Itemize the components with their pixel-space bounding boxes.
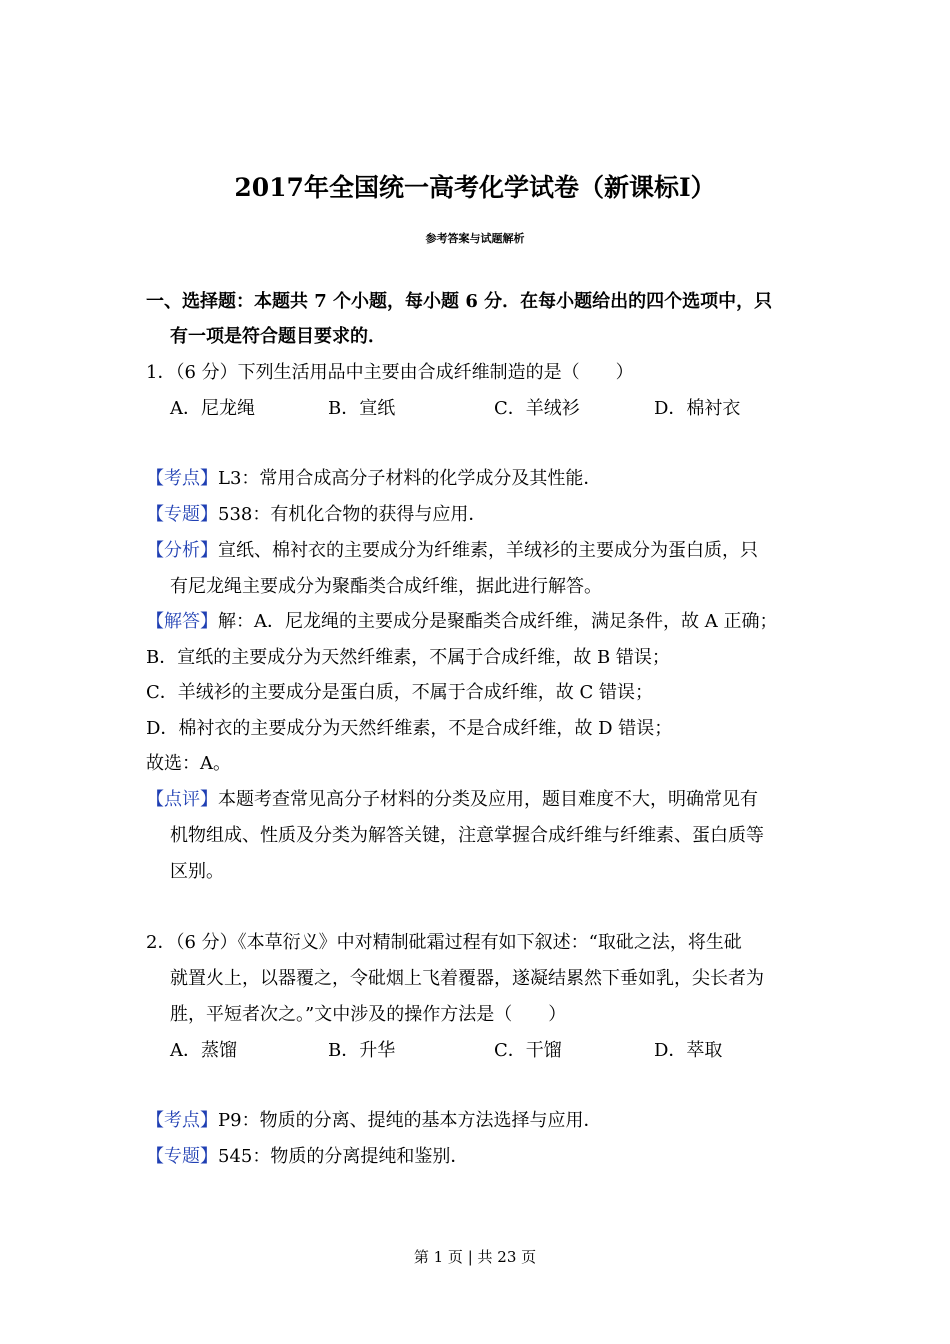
zhuanti-text: 545：物质的分离提纯和鉴别． (218, 1146, 469, 1167)
fenxi-tag: 【分析】 (146, 540, 218, 561)
jieda-text-1: 解：A．尼龙绳的主要成分是聚酯类合成纤维，满足条件，故 A 正确； (218, 611, 778, 632)
dianping-text-2: 机物组成、性质及分类为解答关键，注意掌握合成纤维与纤维素、蛋白质等 (170, 825, 764, 846)
dianping-text-3: 区别。 (170, 861, 224, 882)
q1-fenxi (146, 539, 758, 563)
jieda-text-5: 故选：A。 (146, 753, 231, 774)
kaodian-tag: 【考点】 (146, 468, 218, 489)
question-2-option-c: C．干馏 (494, 1040, 562, 1061)
document-subtitle: 参考答案与试题解析 (425, 232, 525, 245)
question-2-stem-3: 胜，平短者次之。”文中涉及的操作方法是（ ） (170, 1004, 567, 1025)
question-1-option-d: D．棉衬衣 (654, 398, 741, 419)
zhuanti-tag: 【专题】 (146, 504, 218, 525)
fenxi-text-1: 宣纸、棉衬衣的主要成分为纤维素，羊绒衫的主要成分为蛋白质，只 (218, 540, 758, 561)
fenxi-text-2: 有尼龙绳主要成分为聚酯类合成纤维，据此进行解答。 (170, 576, 602, 597)
q1-dianping (146, 788, 758, 812)
question-1-option-b: B．宣纸 (328, 398, 396, 419)
zhuanti-tag: 【专题】 (146, 1146, 218, 1167)
question-1-stem: 1．（6 分）下列生活用品中主要由合成纤维制造的是（ ） (146, 362, 634, 383)
jieda-tag: 【解答】 (146, 611, 218, 632)
zhuanti-text: 538：有机化合物的获得与应用． (218, 504, 487, 525)
question-2-stem-2: 就置火上，以器覆之，令砒烟上飞着覆器，遂凝结累然下垂如乳，尖长者为 (170, 968, 764, 989)
kaodian-tag: 【考点】 (146, 1110, 218, 1131)
question-1-option-a: A．尼龙绳 (170, 398, 255, 419)
section-heading-line1: 一、选择题：本题共 7 个小题，每小题 6 分．在每小题给出的四个选项中，只 (146, 291, 773, 312)
dianping-tag: 【点评】 (146, 789, 218, 810)
page-footer: 第 1 页 | 共 23 页 (413, 1248, 537, 1266)
q1-kaodian (146, 467, 601, 491)
question-2-option-b: B．升华 (328, 1040, 396, 1061)
question-2-stem-1: 2．（6 分）《本草衍义》中对精制砒霜过程有如下叙述：“取砒之法，将生砒 (146, 932, 742, 953)
question-2-option-d: D．萃取 (654, 1040, 723, 1061)
kaodian-text: L3：常用合成高分子材料的化学成分及其性能． (218, 468, 602, 489)
document-title: 2017年全国统一高考化学试卷（新课标Ⅰ） (234, 173, 716, 202)
kaodian-text: P9：物质的分离、提纯的基本方法选择与应用． (218, 1110, 602, 1131)
jieda-text-2: B．宣纸的主要成分为天然纤维素，不属于合成纤维，故 B 错误； (146, 647, 670, 668)
q1-zhuanti (146, 503, 486, 527)
dianping-text-1: 本题考查常见高分子材料的分类及应用，题目难度不大，明确常见有 (218, 789, 758, 810)
q2-zhuanti (146, 1145, 468, 1169)
jieda-text-4: D．棉衬衣的主要成分为天然纤维素，不是合成纤维，故 D 错误； (146, 718, 673, 739)
jieda-text-3: C．羊绒衫的主要成分是蛋白质，不属于合成纤维，故 C 错误； (146, 682, 653, 703)
question-1-option-c: C．羊绒衫 (494, 398, 580, 419)
q1-jieda (146, 610, 777, 634)
q2-kaodian (146, 1109, 602, 1133)
question-2-option-a: A．蒸馏 (170, 1040, 237, 1061)
section-heading-line2: 有一项是符合题目要求的． (170, 326, 386, 347)
